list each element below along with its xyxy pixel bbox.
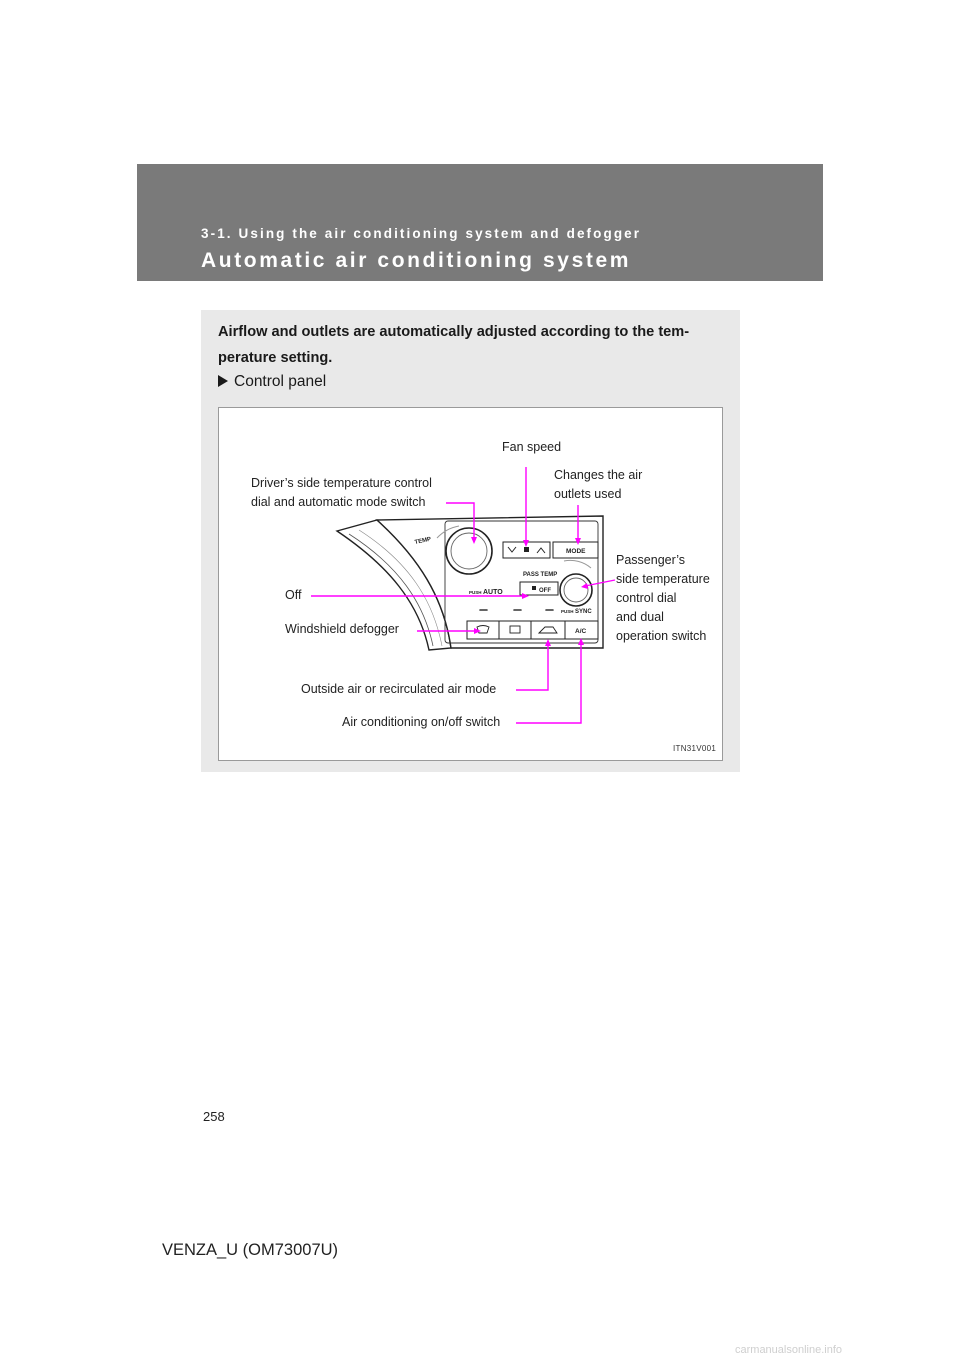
page-number: 258: [203, 1109, 225, 1124]
label-passenger-temp-4: and dual: [616, 610, 664, 624]
push-sync-push-marking: PUSH: [561, 609, 574, 614]
label-off: Off: [285, 588, 302, 602]
mode-marking: MODE: [566, 548, 586, 555]
label-ac-switch: Air conditioning on/off switch: [342, 715, 501, 729]
push-auto-push-marking: PUSH: [469, 590, 482, 595]
control-panel-subhead: [218, 373, 326, 391]
push-sync-marking: SYNC: [575, 609, 592, 615]
section-title: 3-1. Using the air conditioning system and defogger: [201, 226, 642, 241]
label-passenger-temp-5: operation switch: [616, 629, 707, 643]
watermark: carmanualsonline.info: [735, 1344, 843, 1356]
label-air-outlets-2: outlets used: [554, 487, 622, 501]
intro-text: Airflow and outlets are automatically adjusted according to the tem- perature setting.: [218, 324, 690, 366]
off-fan-icon: [532, 586, 536, 590]
label-air-outlets-1: Changes the air: [554, 468, 643, 482]
pass-temp-marking: PASS TEMP: [523, 572, 558, 578]
label-passenger-temp-2: side temperature: [616, 572, 710, 586]
push-auto-marking: AUTO: [483, 589, 503, 596]
windshield-defogger-button[interactable]: [467, 621, 499, 639]
callout-outside-air: [516, 643, 548, 690]
triangle-bullet-icon: [218, 375, 228, 387]
ac-marking: A/C: [575, 628, 587, 635]
passenger-temp-dial[interactable]: [560, 574, 592, 606]
label-driver-temp-2: dial and automatic mode switch: [251, 495, 426, 509]
label-windshield-defogger: Windshield defogger: [285, 622, 399, 636]
fan-icon: [524, 547, 529, 552]
label-outside-air: Outside air or recirculated air mode: [301, 682, 497, 696]
label-driver-temp-1: Driver’s side temperature control: [251, 476, 432, 490]
page-heading: Automatic air conditioning system: [201, 249, 632, 272]
temp-marking: TEMP: [414, 536, 432, 546]
rear-defogger-button[interactable]: [499, 621, 531, 639]
driver-temp-dial[interactable]: [446, 528, 492, 574]
label-passenger-temp-1: Passenger’s: [616, 553, 686, 567]
label-fan-speed: Fan speed: [502, 440, 562, 454]
control-panel-figure: [218, 407, 723, 761]
recirculated-air-button[interactable]: [531, 621, 565, 639]
document-id: VENZA_U (OM73007U): [162, 1241, 339, 1259]
figure-code: ITN31V001: [673, 744, 717, 753]
off-marking: OFF: [539, 588, 551, 594]
subhead-label: Control panel: [234, 373, 327, 390]
label-passenger-temp-3: control dial: [616, 591, 677, 605]
